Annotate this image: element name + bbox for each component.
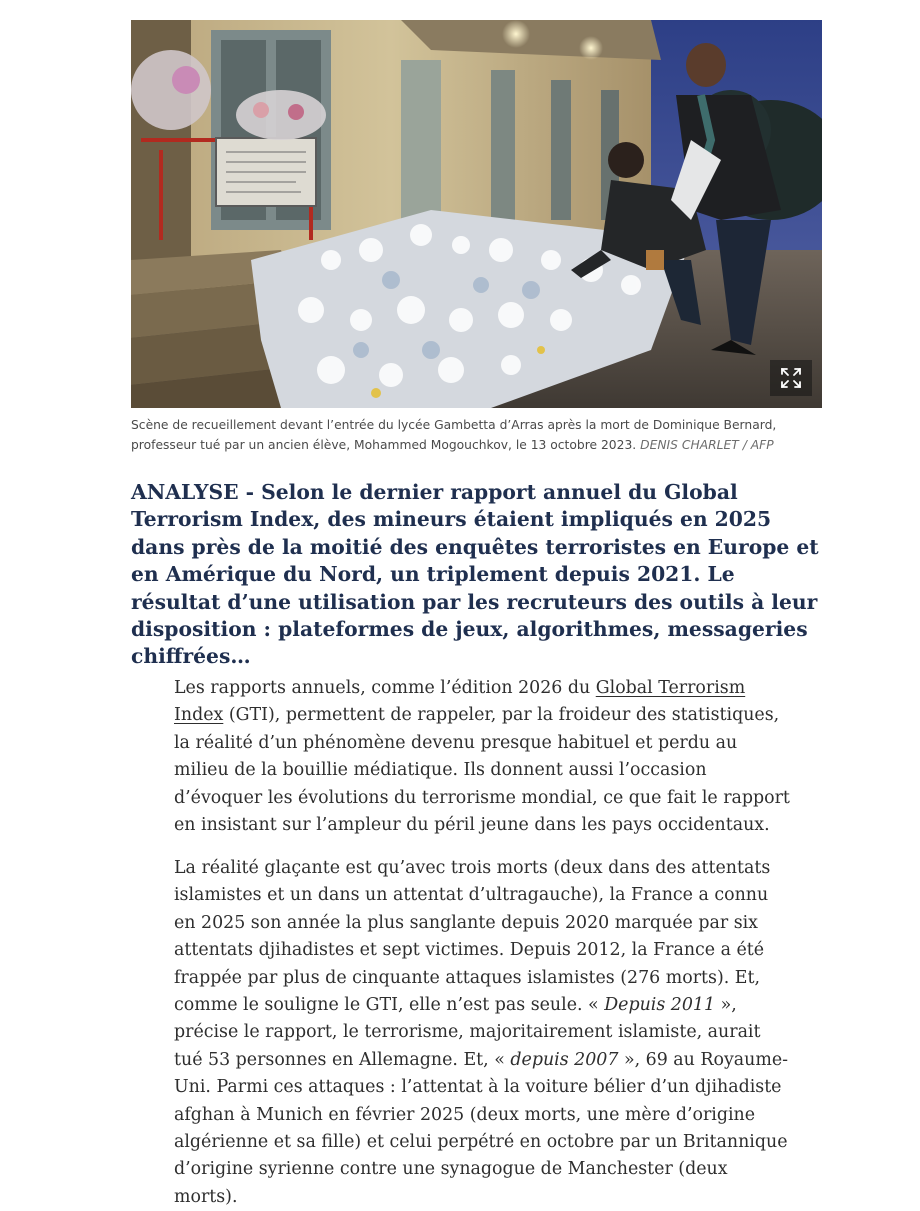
expand-icon: [780, 367, 802, 389]
p2-text-2: », précise le rapport, le terrorisme, majoritairement islamiste, aurait tué 53 personnes en Allemagne. Et, «: [174, 995, 761, 1070]
expand-image-button[interactable]: [770, 360, 812, 396]
p2-quote-2: depuis 2007: [510, 1049, 619, 1070]
p1-text-start: Les rapports annuels, comme l’édition 2026 du: [174, 678, 596, 698]
article-lead: ANALYSE - Selon le dernier rapport annuel du Global Terrorism Index, des mineurs étaient impliqués en 2025 dans près de la moitié des enquêtes terroristes en Europe et en Amérique du Nord, un triplement depuis 2021. Le résultat d’une utilisation par les recruteurs des outils à leur disposition : plateformes de jeux, algorithmes, messageries chiffrées…: [131, 480, 819, 669]
photo-caption: [131, 415, 822, 455]
p2-quote-1: Depuis 2011: [604, 995, 716, 1016]
body-paragraph-1: [174, 675, 794, 839]
p2-text-1: La réalité glaçante est qu’avec trois morts (deux dans des attentats islamistes et un dans un attentat d’ultragauche), la France a connu en 2025 son année la plus sanglante depuis 2020 marquée par six attentats djihadistes et sept victimes. Depuis 2012, la France a été frappée par plus de cinquante attaques islamistes (276 morts). Et, comme le souligne le GTI, elle n’est pas seule. «: [174, 858, 771, 1016]
article-photo: [131, 20, 822, 408]
caption-text: Scène de recueillement devant l’entrée du lycée Gambetta d’Arras après la mort de Dominique Bernard, professeur tué par un ancien élève, Mohammed Mogouchkov, le 13 octobre 2023.: [131, 418, 777, 452]
p1-text-end: (GTI), permettent de rappeler, par la froideur des statistiques, la réalité d’un phénomène devenu presque habituel et perdu au milieu de la bouillie médiatique. Ils donnent aussi l’occasion d’évoquer les évolutions du terrorisme mondial, ce que fait le rapport en insistant sur l’ampleur du péril jeune dans les pays occidentaux.: [174, 705, 790, 836]
body-paragraph-2: [174, 855, 794, 1211]
photo-illustration: [131, 20, 822, 408]
photo-credit: DENIS CHARLET / AFP: [640, 438, 774, 452]
p2-text-3: », 69 au Royaume-Uni. Parmi ces attaques : l’attentat à la voiture bélier d’un djihadiste afghan à Munich en février 2025 (deux morts, une mère d’origine algérienne et sa fille) et celui perpétré en octobre par un Britannique d’origine syrienne contre une synagogue de Manchester (deux morts).: [174, 1049, 789, 1207]
gti-link[interactable]: Global Terrorism Index: [174, 678, 746, 726]
